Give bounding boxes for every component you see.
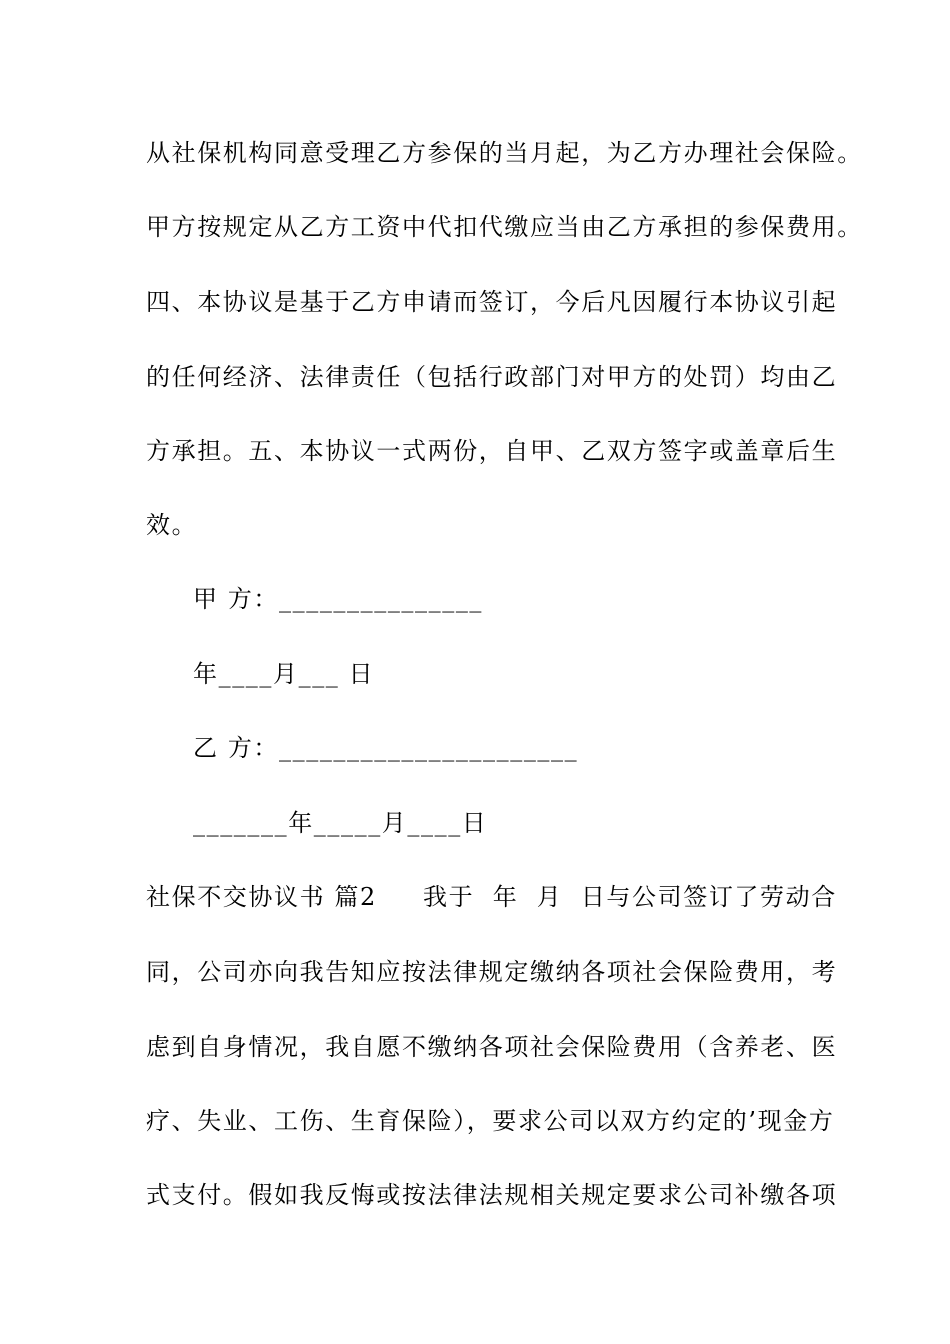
signature-date-b: _______年_____月____日	[193, 809, 488, 837]
section2-line: 式支付。假如我反悔或按法律法规相关规定要求公司补缴各项	[146, 1181, 838, 1209]
paragraph-line: 从社保机构同意受理乙方参保的当月起，为乙方办理社会保险。	[146, 139, 863, 167]
signature-party-a: 甲 方：_______________	[193, 585, 484, 613]
section2-line: 虑到自身情况，我自愿不缴纳各项社会保险费用（含养老、医	[146, 1033, 838, 1061]
paragraph-line: 甲方按规定从乙方工资中代扣代缴应当由乙方承担的参保费用。	[146, 213, 863, 241]
paragraph-line: 四、本协议是基于乙方申请而签订，今后凡因履行本协议引起	[146, 288, 838, 316]
paragraph-line: 的任何经济、法律责任（包括行政部门对甲方的处罚）均由乙	[146, 363, 838, 391]
section2-line: 同，公司亦向我告知应按法律规定缴纳各项社会保险费用，考	[146, 958, 838, 986]
signature-date-a: 年____月___ 日	[193, 660, 375, 688]
signature-party-b: 乙 方：______________________	[193, 734, 579, 762]
section2-line: 疗、失业、工伤、生育保险），要求公司以双方约定的’现金方	[146, 1107, 835, 1135]
paragraph-line: 效。	[146, 511, 198, 539]
section2-line: 社保不交协议书 篇2 我于 年 月 日与公司签订了劳动合	[146, 883, 837, 911]
paragraph-line: 方承担。五、本协议一式两份，自甲、乙双方签字或盖章后生	[146, 437, 838, 465]
